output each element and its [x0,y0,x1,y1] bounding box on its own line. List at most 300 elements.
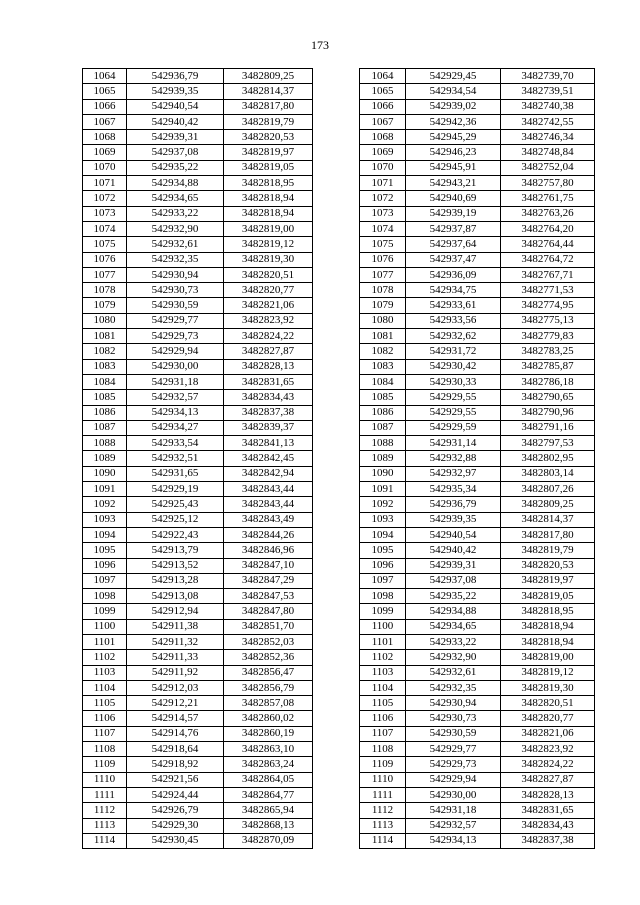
y-coordinate-cell: 3482767,71 [501,267,595,282]
y-coordinate-cell: 3482823,92 [224,313,313,328]
x-coordinate-cell: 542932,97 [406,466,501,481]
y-coordinate-cell: 3482807,26 [501,482,595,497]
x-coordinate-cell: 542922,43 [127,527,224,542]
x-coordinate-cell: 542935,34 [406,482,501,497]
y-coordinate-cell: 3482824,22 [501,757,595,772]
y-coordinate-cell: 3482819,30 [224,252,313,267]
table-row [360,589,595,604]
x-coordinate-cell: 542932,57 [127,390,224,405]
point-number-cell: 1066 [360,99,406,114]
table-row [360,573,595,588]
y-coordinate-cell: 3482831,65 [224,374,313,389]
y-coordinate-cell: 3482790,96 [501,405,595,420]
point-number-cell: 1074 [83,221,127,236]
point-number-cell: 1085 [83,390,127,405]
table-row [360,436,595,451]
x-coordinate-cell: 542913,28 [127,573,224,588]
y-coordinate-cell: 3482809,25 [224,69,313,84]
point-number-cell: 1095 [83,543,127,558]
y-coordinate-cell: 3482819,79 [501,543,595,558]
table-row [83,237,313,252]
table-row [83,803,313,818]
point-number-cell: 1082 [360,344,406,359]
x-coordinate-cell: 542929,77 [406,742,501,757]
point-number-cell: 1091 [83,482,127,497]
y-coordinate-cell: 3482814,37 [224,84,313,99]
point-number-cell: 1090 [83,466,127,481]
x-coordinate-cell: 542930,33 [406,374,501,389]
point-number-cell: 1105 [360,696,406,711]
table-row [83,344,313,359]
y-coordinate-cell: 3482819,12 [224,237,313,252]
point-number-cell: 1103 [360,665,406,680]
point-number-cell: 1086 [360,405,406,420]
y-coordinate-cell: 3482863,24 [224,757,313,772]
x-coordinate-cell: 542931,14 [406,436,501,451]
table-row [360,99,595,114]
y-coordinate-cell: 3482852,03 [224,634,313,649]
x-coordinate-cell: 542929,55 [406,405,501,420]
table-row [360,803,595,818]
x-coordinate-cell: 542935,22 [127,160,224,175]
table-row [360,114,595,129]
y-coordinate-cell: 3482757,80 [501,176,595,191]
y-coordinate-cell: 3482775,13 [501,313,595,328]
y-coordinate-cell: 3482797,53 [501,436,595,451]
x-coordinate-cell: 542930,59 [127,298,224,313]
table-row [83,833,313,848]
table-row [83,420,313,435]
table-row [83,558,313,573]
table-row [360,527,595,542]
point-number-cell: 1096 [83,558,127,573]
y-coordinate-cell: 3482827,87 [224,344,313,359]
x-coordinate-cell: 542933,54 [127,436,224,451]
x-coordinate-cell: 542940,54 [127,99,224,114]
x-coordinate-cell: 542912,94 [127,604,224,619]
table-row [360,711,595,726]
x-coordinate-cell: 542924,44 [127,787,224,802]
x-coordinate-cell: 542937,08 [127,145,224,160]
y-coordinate-cell: 3482818,95 [501,604,595,619]
table-row [83,99,313,114]
x-coordinate-cell: 542946,23 [406,145,501,160]
table-row [360,558,595,573]
table-row [360,543,595,558]
table-row [360,726,595,741]
y-coordinate-cell: 3482837,38 [501,833,595,848]
y-coordinate-cell: 3482771,53 [501,283,595,298]
point-number-cell: 1068 [360,130,406,145]
page-number: 173 [311,38,329,52]
point-number-cell: 1084 [83,374,127,389]
y-coordinate-cell: 3482843,49 [224,512,313,527]
table-row [360,772,595,787]
table-row [360,329,595,344]
table-row [83,374,313,389]
point-number-cell: 1081 [83,329,127,344]
y-coordinate-cell: 3482818,95 [224,176,313,191]
table-row [360,374,595,389]
table-row [360,650,595,665]
point-number-cell: 1080 [360,313,406,328]
table-row [360,787,595,802]
point-number-cell: 1079 [83,298,127,313]
table-row [360,665,595,680]
table-row [360,283,595,298]
x-coordinate-cell: 542929,30 [127,818,224,833]
point-number-cell: 1072 [83,191,127,206]
x-coordinate-cell: 542932,90 [406,650,501,665]
point-number-cell: 1102 [360,650,406,665]
y-coordinate-cell: 3482852,36 [224,650,313,665]
y-coordinate-cell: 3482843,44 [224,482,313,497]
point-number-cell: 1066 [83,99,127,114]
y-coordinate-cell: 3482819,30 [501,680,595,695]
point-number-cell: 1089 [360,451,406,466]
x-coordinate-cell: 542940,42 [127,114,224,129]
table-row [83,267,313,282]
y-coordinate-cell: 3482821,06 [501,726,595,741]
x-coordinate-cell: 542929,94 [127,344,224,359]
y-coordinate-cell: 3482846,96 [224,543,313,558]
x-coordinate-cell: 542934,75 [406,283,501,298]
y-coordinate-cell: 3482786,18 [501,374,595,389]
y-coordinate-cell: 3482831,65 [501,803,595,818]
x-coordinate-cell: 542929,19 [127,482,224,497]
y-coordinate-cell: 3482860,02 [224,711,313,726]
x-coordinate-cell: 542912,03 [127,680,224,695]
x-coordinate-cell: 542930,59 [406,726,501,741]
table-row [360,742,595,757]
x-coordinate-cell: 542918,64 [127,742,224,757]
x-coordinate-cell: 542931,18 [406,803,501,818]
point-number-cell: 1110 [360,772,406,787]
x-coordinate-cell: 542912,21 [127,696,224,711]
x-coordinate-cell: 542940,69 [406,191,501,206]
point-number-cell: 1067 [83,114,127,129]
x-coordinate-cell: 542911,33 [127,650,224,665]
table-row [83,329,313,344]
table-row [83,742,313,757]
point-number-cell: 1101 [83,634,127,649]
table-row [83,405,313,420]
point-number-cell: 1109 [83,757,127,772]
x-coordinate-cell: 542929,73 [127,329,224,344]
y-coordinate-cell: 3482827,87 [501,772,595,787]
table-row [83,130,313,145]
point-number-cell: 1087 [83,420,127,435]
point-number-cell: 1100 [360,619,406,634]
table-row [83,527,313,542]
y-coordinate-cell: 3482860,19 [224,726,313,741]
point-number-cell: 1078 [83,283,127,298]
x-coordinate-cell: 542913,52 [127,558,224,573]
table-row [83,145,313,160]
table-row [360,313,595,328]
x-coordinate-cell: 542930,94 [406,696,501,711]
table-row [360,696,595,711]
point-number-cell: 1089 [83,451,127,466]
point-number-cell: 1102 [83,650,127,665]
x-coordinate-cell: 542940,42 [406,543,501,558]
y-coordinate-cell: 3482841,13 [224,436,313,451]
point-number-cell: 1104 [83,680,127,695]
x-coordinate-cell: 542930,00 [406,787,501,802]
y-coordinate-cell: 3482764,72 [501,252,595,267]
point-number-cell: 1075 [360,237,406,252]
x-coordinate-cell: 542934,54 [406,84,501,99]
x-coordinate-cell: 542933,56 [406,313,501,328]
point-number-cell: 1071 [83,176,127,191]
point-number-cell: 1091 [360,482,406,497]
point-number-cell: 1094 [360,527,406,542]
point-number-cell: 1080 [83,313,127,328]
table-row [83,772,313,787]
x-coordinate-cell: 542936,09 [406,267,501,282]
y-coordinate-cell: 3482774,95 [501,298,595,313]
y-coordinate-cell: 3482837,38 [224,405,313,420]
coordinates-table-right [359,68,595,849]
point-number-cell: 1075 [83,237,127,252]
table-row [360,359,595,374]
y-coordinate-cell: 3482817,80 [501,527,595,542]
y-coordinate-cell: 3482742,55 [501,114,595,129]
table-row [360,221,595,236]
y-coordinate-cell: 3482843,44 [224,497,313,512]
x-coordinate-cell: 542930,45 [127,833,224,848]
y-coordinate-cell: 3482820,77 [224,283,313,298]
point-number-cell: 1092 [360,497,406,512]
y-coordinate-cell: 3482820,53 [501,558,595,573]
x-coordinate-cell: 542925,43 [127,497,224,512]
y-coordinate-cell: 3482821,06 [224,298,313,313]
x-coordinate-cell: 542937,47 [406,252,501,267]
y-coordinate-cell: 3482865,94 [224,803,313,818]
x-coordinate-cell: 542939,35 [127,84,224,99]
point-number-cell: 1112 [83,803,127,818]
y-coordinate-cell: 3482847,10 [224,558,313,573]
x-coordinate-cell: 542914,76 [127,726,224,741]
table-row [360,451,595,466]
y-coordinate-cell: 3482790,65 [501,390,595,405]
point-number-cell: 1069 [83,145,127,160]
point-number-cell: 1069 [360,145,406,160]
point-number-cell: 1085 [360,390,406,405]
table-row [360,680,595,695]
x-coordinate-cell: 542929,59 [406,420,501,435]
point-number-cell: 1112 [360,803,406,818]
point-number-cell: 1073 [360,206,406,221]
y-coordinate-cell: 3482868,13 [224,818,313,833]
y-coordinate-cell: 3482847,80 [224,604,313,619]
y-coordinate-cell: 3482819,00 [501,650,595,665]
table-row [360,482,595,497]
y-coordinate-cell: 3482863,10 [224,742,313,757]
point-number-cell: 1110 [83,772,127,787]
x-coordinate-cell: 542939,31 [127,130,224,145]
x-coordinate-cell: 542926,79 [127,803,224,818]
y-coordinate-cell: 3482819,97 [224,145,313,160]
table-row [83,589,313,604]
x-coordinate-cell: 542932,62 [406,329,501,344]
y-coordinate-cell: 3482748,84 [501,145,595,160]
point-number-cell: 1113 [83,818,127,833]
point-number-cell: 1104 [360,680,406,695]
x-coordinate-cell: 542929,45 [406,69,501,84]
y-coordinate-cell: 3482818,94 [224,206,313,221]
y-coordinate-cell: 3482740,38 [501,99,595,114]
point-number-cell: 1111 [83,787,127,802]
y-coordinate-cell: 3482814,37 [501,512,595,527]
point-number-cell: 1065 [360,84,406,99]
y-coordinate-cell: 3482739,70 [501,69,595,84]
table-row [360,145,595,160]
table-row [83,436,313,451]
point-number-cell: 1094 [83,527,127,542]
x-coordinate-cell: 542937,87 [406,221,501,236]
y-coordinate-cell: 3482818,94 [501,619,595,634]
table-row [83,160,313,175]
table-row [83,466,313,481]
x-coordinate-cell: 542929,55 [406,390,501,405]
x-coordinate-cell: 542934,27 [127,420,224,435]
table-row [360,191,595,206]
x-coordinate-cell: 542932,35 [127,252,224,267]
x-coordinate-cell: 542932,61 [406,665,501,680]
x-coordinate-cell: 542943,21 [406,176,501,191]
point-number-cell: 1064 [360,69,406,84]
x-coordinate-cell: 542932,51 [127,451,224,466]
table-row [83,221,313,236]
point-number-cell: 1114 [360,833,406,848]
table-row [360,833,595,848]
point-number-cell: 1073 [83,206,127,221]
table-row [83,451,313,466]
point-number-cell: 1107 [360,726,406,741]
x-coordinate-cell: 542929,77 [127,313,224,328]
y-coordinate-cell: 3482820,51 [224,267,313,282]
point-number-cell: 1076 [360,252,406,267]
x-coordinate-cell: 542939,19 [406,206,501,221]
table-row [360,818,595,833]
table-row [83,84,313,99]
table-row [83,206,313,221]
point-number-cell: 1070 [360,160,406,175]
point-number-cell: 1101 [360,634,406,649]
x-coordinate-cell: 542934,88 [127,176,224,191]
table-row [360,69,595,84]
y-coordinate-cell: 3482864,05 [224,772,313,787]
y-coordinate-cell: 3482870,09 [224,833,313,848]
y-coordinate-cell: 3482803,14 [501,466,595,481]
y-coordinate-cell: 3482820,77 [501,711,595,726]
y-coordinate-cell: 3482761,75 [501,191,595,206]
point-number-cell: 1079 [360,298,406,313]
y-coordinate-cell: 3482820,51 [501,696,595,711]
x-coordinate-cell: 542913,08 [127,589,224,604]
point-number-cell: 1105 [83,696,127,711]
point-number-cell: 1086 [83,405,127,420]
point-number-cell: 1071 [360,176,406,191]
table-row [83,665,313,680]
y-coordinate-cell: 3482818,94 [224,191,313,206]
y-coordinate-cell: 3482819,05 [224,160,313,175]
x-coordinate-cell: 542930,42 [406,359,501,374]
y-coordinate-cell: 3482818,94 [501,634,595,649]
y-coordinate-cell: 3482739,51 [501,84,595,99]
table-row [83,512,313,527]
point-number-cell: 1099 [360,604,406,619]
table-row [83,69,313,84]
y-coordinate-cell: 3482819,12 [501,665,595,680]
y-coordinate-cell: 3482802,95 [501,451,595,466]
point-number-cell: 1093 [360,512,406,527]
x-coordinate-cell: 542934,65 [406,619,501,634]
point-number-cell: 1088 [360,436,406,451]
point-number-cell: 1100 [83,619,127,634]
point-number-cell: 1088 [83,436,127,451]
point-number-cell: 1109 [360,757,406,772]
table-row [83,298,313,313]
y-coordinate-cell: 3482828,13 [501,787,595,802]
y-coordinate-cell: 3482847,29 [224,573,313,588]
table-row [83,482,313,497]
x-coordinate-cell: 542939,35 [406,512,501,527]
x-coordinate-cell: 542939,31 [406,558,501,573]
table-row [360,84,595,99]
x-coordinate-cell: 542945,29 [406,130,501,145]
y-coordinate-cell: 3482864,77 [224,787,313,802]
table-row [360,466,595,481]
point-number-cell: 1068 [83,130,127,145]
point-number-cell: 1077 [360,267,406,282]
table-row [83,726,313,741]
point-number-cell: 1077 [83,267,127,282]
x-coordinate-cell: 542913,79 [127,543,224,558]
point-number-cell: 1113 [360,818,406,833]
y-coordinate-cell: 3482842,45 [224,451,313,466]
x-coordinate-cell: 542930,73 [127,283,224,298]
point-number-cell: 1108 [83,742,127,757]
table-row [83,359,313,374]
table-row [83,573,313,588]
table-row [83,390,313,405]
x-coordinate-cell: 542930,73 [406,711,501,726]
point-number-cell: 1098 [83,589,127,604]
y-coordinate-cell: 3482791,16 [501,420,595,435]
x-coordinate-cell: 542934,13 [406,833,501,848]
x-coordinate-cell: 542911,38 [127,619,224,634]
point-number-cell: 1103 [83,665,127,680]
table-row [83,604,313,619]
point-number-cell: 1064 [83,69,127,84]
table-row [83,680,313,695]
x-coordinate-cell: 542930,94 [127,267,224,282]
x-coordinate-cell: 542918,92 [127,757,224,772]
x-coordinate-cell: 542932,88 [406,451,501,466]
point-number-cell: 1092 [83,497,127,512]
point-number-cell: 1098 [360,589,406,604]
x-coordinate-cell: 542932,61 [127,237,224,252]
table-row [360,512,595,527]
table-row [83,818,313,833]
table-row [83,711,313,726]
table-row [83,252,313,267]
y-coordinate-cell: 3482844,26 [224,527,313,542]
y-coordinate-cell: 3482746,34 [501,130,595,145]
table-row [360,130,595,145]
